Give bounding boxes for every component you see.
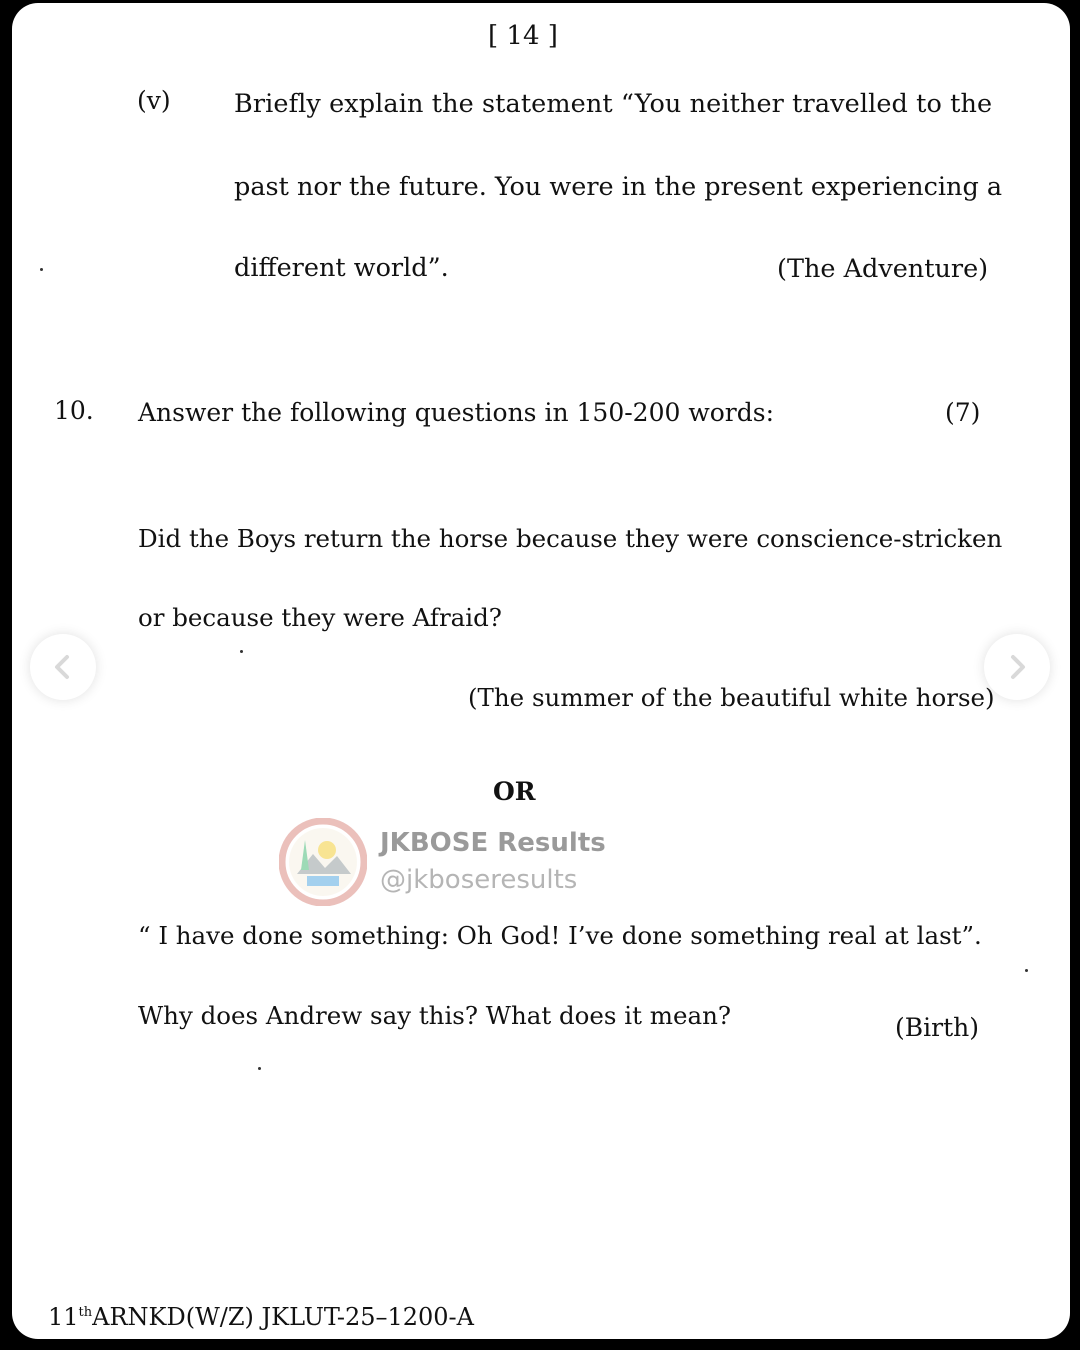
question-10a-line-2: or because they were Afraid? [138,603,502,632]
chevron-right-icon [1003,653,1031,681]
previous-page-button[interactable] [30,634,96,700]
footer-code-rest: ARNKD(W/Z) JKLUT-25–1200-A [92,1303,474,1331]
question-10-number: 10. [54,396,94,425]
question-10-marks: (7) [945,398,981,427]
footer-code-prefix: 11 [48,1303,79,1331]
scan-speck [1025,969,1028,972]
question-10b-source: (Birth) [895,1013,979,1042]
scan-speck [258,1067,261,1070]
or-separator: OR [493,777,536,806]
footer-paper-code [48,1303,474,1331]
question-10a-source: (The summer of the beautiful white horse) [468,683,995,712]
next-page-button[interactable] [984,634,1050,700]
question-10b-line-2: Why does Andrew say this? What does it mean? [138,1001,731,1030]
jkbose-emblem-icon [279,818,367,906]
question-v-line-1: Briefly explain the statement “You neither travelled to the [234,89,993,119]
question-10a-line-1: Did the Boys return the horse because they were conscience-stricken [138,524,1003,553]
document-page [12,3,1070,1339]
question-v-line-2: past nor the future. You were in the present experiencing a [234,172,1003,202]
question-v-line-3: different world”. [234,253,449,283]
footer-code-sup: th [78,1305,93,1320]
question-v-source: (The Adventure) [777,254,989,284]
watermark-handle: @jkboseresults [380,865,578,895]
page-number: [ 14 ] [488,21,558,51]
question-label-v: (v) [137,86,171,115]
question-10b-line-1: “ I have done something: Oh God! I’ve done something real at last”. [138,921,982,950]
scan-speck [240,650,243,653]
scan-speck [40,268,43,271]
watermark-title: JKBOSE Results [380,828,606,858]
question-10-instruction: Answer the following questions in 150-200 words: [138,398,774,427]
chevron-left-icon [49,653,77,681]
